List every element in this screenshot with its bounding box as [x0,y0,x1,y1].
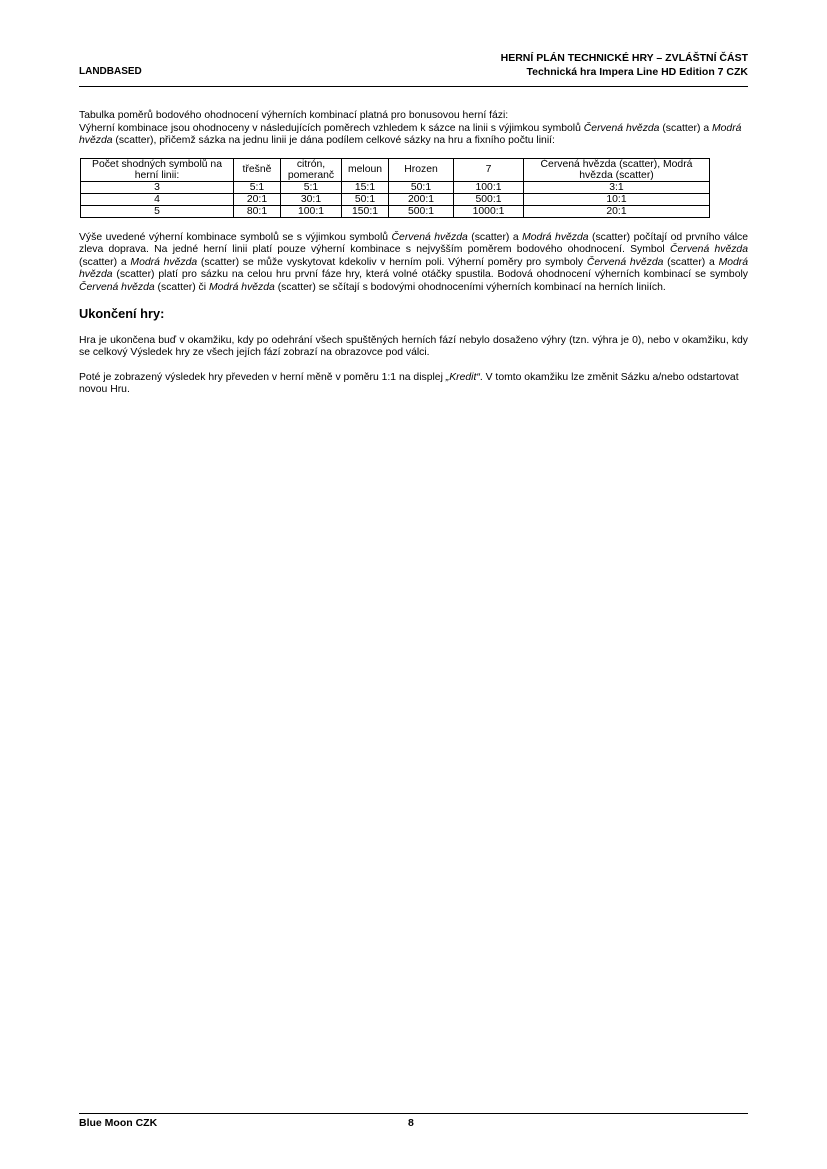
table-header-cell: meloun [342,158,389,181]
header-right [501,51,748,79]
header-divider [79,86,748,87]
table-header-cell: Červená hvězda (scatter), Modrá hvězda (scatter) [524,158,710,181]
table-cell: 30:1 [281,193,342,205]
end-of-game-paragraph: Hra je ukončena buď v okamžiku, kdy po odehrání všech spuštěných herních fází nebylo dosaženo výhry (tzn. výhra je 0), nebo v okamžiku, kdy se celkový Výsledek hry ze všech jejích fází zobrazí na obrazovce pod válci. [79,334,748,358]
table-header-cell: třešně [234,158,281,181]
table-cell: 200:1 [389,193,454,205]
table-header-cell: citrón, pomeranč [281,158,342,181]
table-cell: 20:1 [234,193,281,205]
page-content [79,110,748,397]
header-left: LANDBASED [79,66,142,77]
table-row [81,181,710,193]
table-header-row [81,158,710,181]
table-cell: 5:1 [234,181,281,193]
credit-paragraph: Poté je zobrazený výsledek hry převeden v herní měně v poměru 1:1 na displej „Kredit“. V tomto okamžiku lze změnit Sázku a/nebo odstartovat novou Hru. [79,371,739,395]
table-cell: 10:1 [524,193,710,205]
table-cell: 50:1 [342,193,389,205]
rules-paragraph: Výše uvedené výherní kombinace symbolů se s výjimkou symbolů Červená hvězda (scatter) a Modrá hvězda (scatter) počítají od prvního válce zleva doprava. Na jedné herní linii platí pouze výherní kombinace s nejvyšším poměrem bodového ohodnocení. Symbol Červená hvězda (scatter) a Modrá hvězda (scatter) se může vyskytovat kdekoliv v herním poli. Výherní poměry pro symboly Červená hvězda (scatter) a Modrá hvězda (scatter) platí pro sázku na celou hru první fáze hry, která volné otáčky spustila. Bodová ohodnocení výherních kombinací se symboly Červená hvězda (scatter) či Modrá hvězda (scatter) se sčítají s bodovými ohodnoceními výherních kombinací na herních liniích. [79,231,749,293]
table-cell: 20:1 [524,205,710,217]
table-cell: 500:1 [454,193,524,205]
intro-paragraph: Výherní kombinace jsou ohodnoceny v následujících poměrech vzhledem k sázce na linii s výjimkou symbolů Červená hvězda (scatter) a Modrá hvězda (scatter), přičemž sázka na jednu linii je dána podílem celkové sázky na hru a fixního počtu linií: [79,122,742,146]
payout-table [80,158,710,218]
footer-doc-name: Blue Moon CZK [79,1117,158,1129]
table-cell: 5 [81,205,234,217]
table-row [81,205,710,217]
table-cell: 15:1 [342,181,389,193]
table-cell: 100:1 [454,181,524,193]
page-number: 8 [408,1117,414,1129]
table-cell: 3 [81,181,234,193]
table-header-cell: Počet shodných symbolů na herní linii: [81,158,234,181]
footer-divider [79,1113,748,1114]
table-row [81,193,710,205]
intro-line: Tabulka poměrů bodového ohodnocení výherních kombinací platná pro bonusovou herní fázi: [79,110,509,121]
header-title: HERNÍ PLÁN TECHNICKÉ HRY – ZVLÁŠTNÍ ČÁST [500,52,748,64]
table-cell: 80:1 [234,205,281,217]
table-cell: 500:1 [389,205,454,217]
table-cell: 100:1 [281,205,342,217]
section-heading: Ukončení hry: [79,306,165,321]
table-cell: 50:1 [389,181,454,193]
table-cell: 150:1 [342,205,389,217]
table-cell: 3:1 [524,181,710,193]
table-cell: 4 [81,193,234,205]
table-header-cell: 7 [454,158,524,181]
table-cell: 1000:1 [454,205,524,217]
header-subtitle: Technická hra Impera Line HD Edition 7 CZK [526,66,748,78]
table-cell: 5:1 [281,181,342,193]
table-header-cell: Hrozen [389,158,454,181]
